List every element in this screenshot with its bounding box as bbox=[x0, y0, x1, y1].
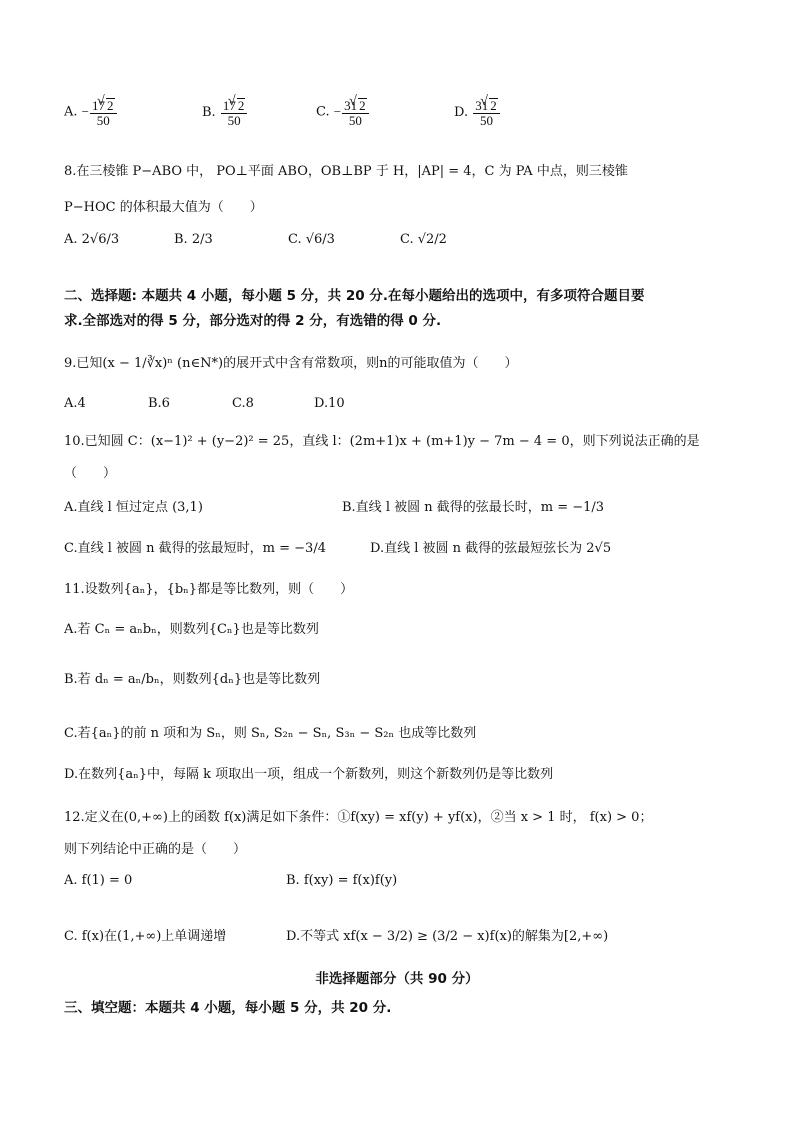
q8-option-b: B. 2/3 bbox=[174, 232, 213, 247]
q7-b-expr: $\frac{17√ 2}{50}$ bbox=[220, 105, 249, 120]
q12-option-c: C. f(x)在(1,+∞)上单调递增 bbox=[64, 929, 227, 944]
q8-stem-line1: 8.在三棱锥 P−ABO 中， PO⊥平面 ABO，OB⊥BP 于 H，|AP| = 4，C 为 PA 中点，则三棱锥 bbox=[64, 164, 628, 179]
section3-heading: 三、填空题：本题共 4 小题，每小题 5 分，共 20 分. bbox=[64, 1000, 392, 1016]
q9-option-d: D.10 bbox=[314, 396, 345, 411]
q11-option-d: D.在数列{aₙ}中，每隔 k 项取出一项，组成一个新数列，则这个新数列仍是等比数列 bbox=[64, 767, 554, 782]
q7-option-a bbox=[64, 98, 118, 127]
q7-a-label: A. bbox=[64, 104, 78, 120]
q7-d-label: D. bbox=[454, 105, 469, 121]
q7-c-label: C. bbox=[316, 104, 330, 120]
q10-option-a: A.直线 l 恒过定点 (3,1) bbox=[64, 500, 203, 515]
section2-instruction-line1: 二、选择题: 本题共 4 小题，每小题 5 分，共 20 分.在每小题给出的选项中，有多项符合题目要 bbox=[64, 288, 645, 304]
q10-option-c: C.直线 l 被圆 n 截得的弦最短时，m = −3/4 bbox=[64, 541, 326, 556]
q7-option-b bbox=[202, 98, 248, 127]
section2-instruction-line2: 求.全部选对的得 5 分，部分选对的得 2 分，有选错的得 0 分. bbox=[64, 313, 442, 329]
q7-option-d bbox=[454, 98, 501, 127]
q12-stem-line2: 则下列结论中正确的是（ ） bbox=[64, 842, 247, 857]
q11-option-c: C.若{aₙ}的前 n 项和为 Sₙ，则 Sₙ, S₂ₙ − Sₙ, S₃ₙ − S₂ₙ 也成等比数列 bbox=[64, 726, 477, 741]
q10-stem-line1: 10.已知圆 C：(x−1)² + (y−2)² = 25，直线 l：(2m+1)x + (m+1)y − 7m − 4 = 0，则下列说法正确的是 bbox=[64, 434, 700, 449]
q12-option-b: B. f(xy) = f(x)f(y) bbox=[286, 873, 398, 888]
q10-option-d: D.直线 l 被圆 n 截得的弦最短弦长为 2√5 bbox=[370, 541, 612, 556]
q7-option-c bbox=[316, 98, 370, 127]
q9-option-b: B.6 bbox=[148, 396, 170, 411]
q8-option-c: C. √6/3 bbox=[288, 232, 335, 247]
q8-option-d: C. √2/2 bbox=[400, 232, 447, 247]
q11-option-a: A.若 Cₙ = aₙbₙ，则数列{Cₙ}也是等比数列 bbox=[64, 622, 319, 637]
q11-stem: 11.设数列{aₙ}，{bₙ}都是等比数列，则（ ） bbox=[64, 582, 354, 597]
q10-option-b: B.直线 l 被圆 n 截得的弦最长时，m = −1/3 bbox=[342, 500, 605, 515]
q7-d-expr: $\frac{31√ 2}{50}$ bbox=[472, 105, 501, 120]
q7-b-label: B. bbox=[202, 105, 216, 121]
q7-a-expr: − $\frac{17√ 2}{50}$ bbox=[82, 104, 118, 119]
q9-stem: 9.已知(x − 1/∛x)ⁿ (n∈N*)的展开式中含有常数项，则n的可能取值为（ ） bbox=[64, 356, 518, 371]
q10-stem-line2: （ ） bbox=[64, 466, 117, 481]
q11-option-b: B.若 dₙ = aₙ/bₙ，则数列{dₙ}也是等比数列 bbox=[64, 672, 321, 687]
q8-stem-line2: P−HOC 的体积最大值为（ ） bbox=[64, 200, 263, 215]
q9-option-a: A.4 bbox=[64, 396, 86, 411]
q9-option-c: C.8 bbox=[232, 396, 254, 411]
q12-stem-line1: 12.定义在(0,+∞)上的函数 f(x)满足如下条件：①f(xy) = xf(y) + yf(x)，②当 x > 1 时， f(x) > 0； bbox=[64, 810, 653, 825]
q12-option-a: A. f(1) = 0 bbox=[64, 873, 133, 888]
q8-option-a: A. 2√6/3 bbox=[64, 232, 120, 247]
part2-heading: 非选择题部分（共 90 分） bbox=[315, 971, 479, 987]
q7-c-expr: − $\frac{31√ 2}{50}$ bbox=[334, 104, 370, 119]
q12-option-d: D.不等式 xf(x − 3/2) ≥ (3/2 − x)f(x)的解集为[2,+∞) bbox=[286, 929, 609, 944]
